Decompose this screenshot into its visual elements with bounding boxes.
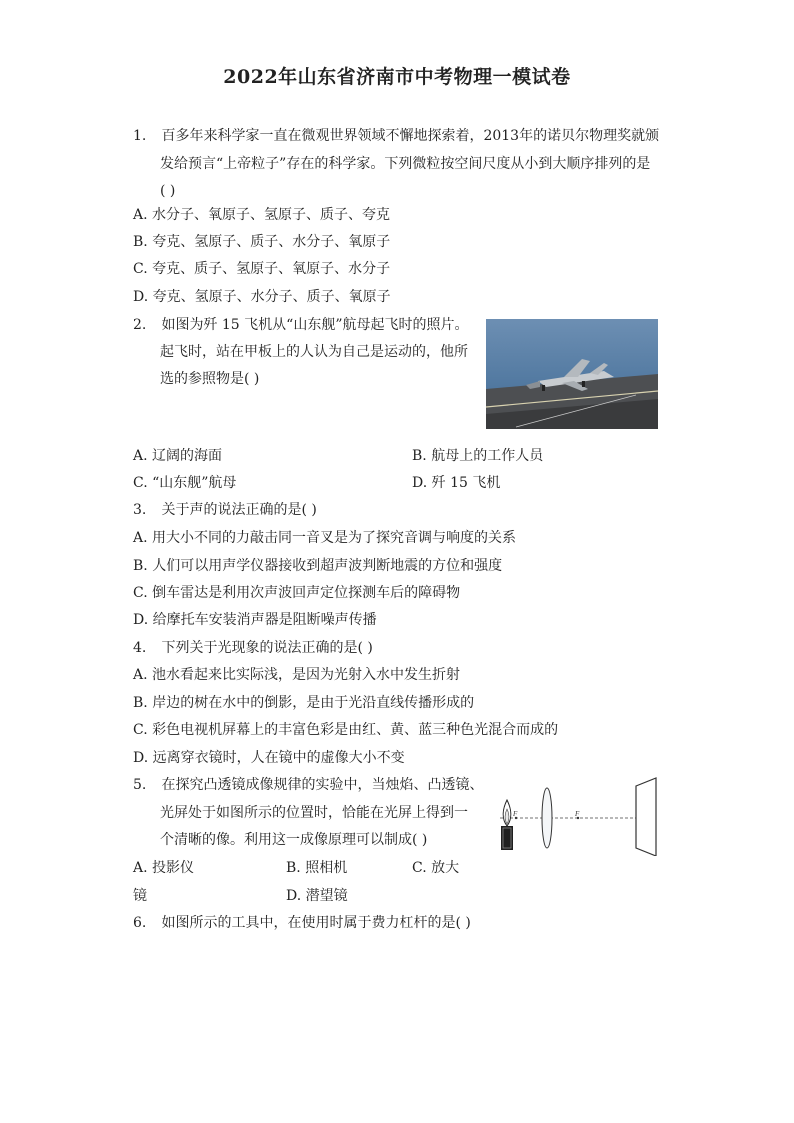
option-c[interactable]: C. 放大 [412, 860, 460, 876]
option-a[interactable]: A. 辽阔的海面 [133, 448, 223, 464]
question-number: 2. [133, 317, 147, 333]
question-stem: 如图所示的工具中，在使用时属于费力杠杆的是( ) [161, 915, 471, 931]
question-1-line-2: 发给预言“上帝粒子”存在的科学家。下列微粒按空间尺度从小到大顺序排列的是 [160, 156, 651, 172]
option-d[interactable]: D. 歼 15 飞机 [412, 475, 501, 491]
option-d[interactable]: D. 夸克、氢原子、水分子、质子、氧原子 [133, 289, 391, 305]
option-b[interactable]: B. 夸克、氢原子、质子、水分子、氧原子 [133, 234, 391, 250]
question-stem: 关于声的说法正确的是( ) [161, 502, 317, 518]
option-c[interactable]: C. 倒车雷达是利用次声波回声定位探测车后的障碍物 [133, 585, 461, 601]
question-2-line-1 [133, 316, 468, 334]
option-b[interactable]: B. 岸边的树在水中的倒影，是由于光沿直线传播形成的 [133, 695, 475, 711]
question-4-line-1 [133, 639, 373, 657]
focal-point-label-right: F [575, 810, 580, 818]
question-2-line-3: 选的参照物是( ) [160, 371, 260, 387]
focal-point-label-left: F [513, 810, 518, 818]
screen-icon [636, 778, 656, 856]
page-title: 2022年山东省济南市中考物理一模试卷 [223, 66, 571, 88]
option-d[interactable]: D. 潜望镜 [286, 888, 348, 904]
question-number: 4. [133, 640, 147, 656]
question-5-line-2: 光屏处于如图所示的位置时，恰能在光屏上得到一 [160, 805, 468, 821]
option-b[interactable]: B. 照相机 [286, 860, 348, 876]
question-1-line-3: ( ) [160, 183, 176, 199]
option-d[interactable]: D. 远离穿衣镜时，人在镜中的虚像大小不变 [133, 750, 405, 766]
question-5-line-1 [133, 776, 483, 794]
option-a[interactable]: A. 水分子、氧原子、氢原子、质子、夸克 [133, 207, 391, 223]
question-number: 3. [133, 502, 147, 518]
option-b[interactable]: B. 航母上的工作人员 [412, 448, 544, 464]
option-d[interactable]: D. 给摩托车安装消声器是阻断噪声传播 [133, 612, 377, 628]
question-1-line-1 [133, 127, 659, 145]
question-number: 1. [133, 128, 147, 144]
question-2-line-2: 起飞时，站在甲板上的人认为自己是运动的，他所 [160, 344, 468, 360]
option-a[interactable]: A. 投影仪 [133, 860, 195, 876]
option-c[interactable]: C. “山东舰”航母 [133, 475, 237, 491]
question-3-line-1 [133, 501, 317, 519]
option-c[interactable]: C. 彩色电视机屏幕上的丰富色彩是由红、黄、蓝三种色光混合而成的 [133, 722, 559, 738]
question-6-line-1 [133, 914, 471, 932]
candle-icon [501, 800, 513, 850]
option-c-continued: 镜 [133, 888, 147, 904]
option-a[interactable]: A. 用大小不同的力敲击同一音叉是为了探究音调与响度的关系 [133, 530, 517, 546]
option-a[interactable]: A. 池水看起来比实际浅，是因为光射入水中发生折射 [133, 667, 461, 683]
option-b[interactable]: B. 人们可以用声学仪器接收到超声波判断地震的方位和强度 [133, 558, 503, 574]
question-stem: 在探究凸透镜成像规律的实验中，当烛焰、凸透镜、 [161, 777, 484, 793]
question-number: 5. [133, 777, 147, 793]
question-5-line-3: 个清晰的像。利用这一成像原理可以制成( ) [160, 832, 428, 848]
aircraft-carrier-photo [486, 319, 658, 429]
question-stem: 如图为歼 15 飞机从“山东舰”航母起飞时的照片。 [161, 317, 469, 333]
question-number: 6. [133, 915, 147, 931]
question-stem: 百多年来科学家一直在微观世界领域不懈地探索着，2013年的诺贝尔物理奖就颁 [161, 128, 660, 144]
option-c[interactable]: C. 夸克、质子、氢原子、氧原子、水分子 [133, 261, 391, 277]
lens-experiment-figure [490, 776, 660, 856]
question-stem: 下列关于光现象的说法正确的是( ) [161, 640, 373, 656]
convex-lens-icon [542, 788, 552, 848]
